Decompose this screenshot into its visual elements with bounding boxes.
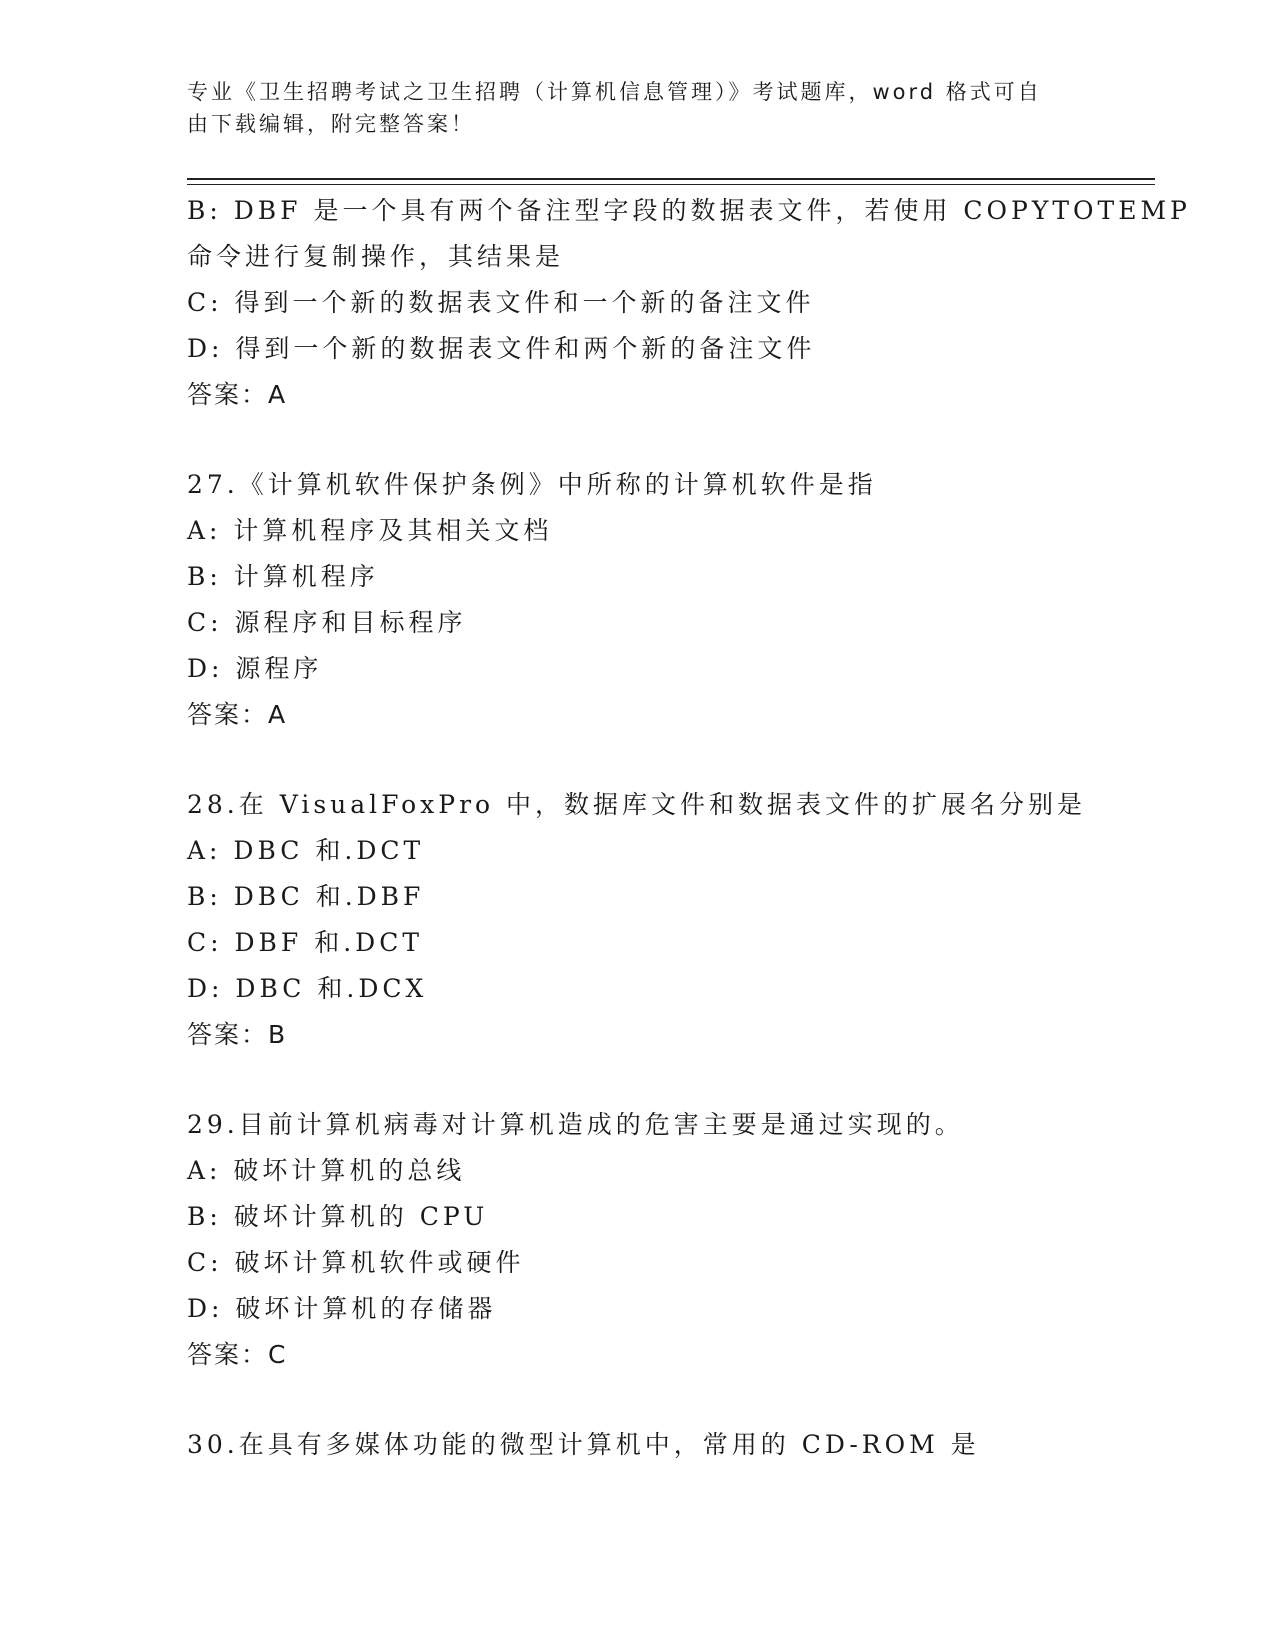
page-header — [187, 76, 1087, 140]
question-27 — [187, 462, 1147, 738]
option-c: C: DBF 和.DCT — [187, 928, 424, 957]
question-text: 29.目前计算机病毒对计算机造成的危害主要是通过实现的。 — [187, 1110, 964, 1139]
option-d: D: DBC 和.DCX — [187, 974, 428, 1003]
option-b-continued: 命令进行复制操作，其结果是 — [187, 242, 565, 271]
question-29 — [187, 1102, 1147, 1378]
option-c: C: 得到一个新的数据表文件和一个新的备注文件 — [187, 288, 815, 317]
option-d: D: 破坏计算机的存储器 — [187, 1294, 497, 1323]
spacer — [187, 1378, 1147, 1422]
question-26 — [187, 188, 1191, 418]
option-c: C: 源程序和目标程序 — [187, 608, 467, 637]
question-text: 27.《计算机软件保护条例》中所称的计算机软件是指 — [187, 470, 877, 499]
option-d: D: 源程序 — [187, 654, 323, 683]
option-b: B: DBF 是一个具有两个备注型字段的数据表文件，若使用 COPYTOTEMP — [187, 196, 1191, 225]
answer: 答案：A — [187, 700, 288, 729]
header-line-2: 由下载编辑，附完整答案！ — [187, 112, 475, 136]
answer: 答案：C — [187, 1340, 288, 1369]
option-b: B: DBC 和.DBF — [187, 882, 425, 911]
header-divider-thick — [187, 178, 1155, 180]
question-28 — [187, 782, 1147, 1058]
question-30 — [187, 1422, 1147, 1468]
option-b: B: 计算机程序 — [187, 562, 379, 591]
spacer — [187, 1058, 1147, 1102]
answer: 答案：A — [187, 380, 288, 409]
option-a: A: 破坏计算机的总线 — [187, 1156, 466, 1185]
header-divider-thin — [187, 184, 1155, 185]
option-a: A: DBC 和.DCT — [187, 836, 425, 865]
spacer — [187, 418, 1147, 462]
option-b: B: 破坏计算机的 CPU — [187, 1202, 489, 1231]
option-d: D: 得到一个新的数据表文件和两个新的备注文件 — [187, 334, 816, 363]
header-line-1: 专业《卫生招聘考试之卫生招聘（计算机信息管理）》考试题库，word 格式可自 — [187, 80, 1042, 104]
question-list — [187, 188, 1191, 1468]
spacer — [187, 738, 1147, 782]
answer: 答案：B — [187, 1020, 288, 1049]
question-text: 28.在 VisualFoxPro 中，数据库文件和数据表文件的扩展名分别是 — [187, 790, 1087, 819]
option-a: A: 计算机程序及其相关文档 — [187, 516, 553, 545]
question-text: 30.在具有多媒体功能的微型计算机中，常用的 CD-ROM 是 — [187, 1430, 980, 1459]
option-c: C: 破坏计算机软件或硬件 — [187, 1248, 525, 1277]
